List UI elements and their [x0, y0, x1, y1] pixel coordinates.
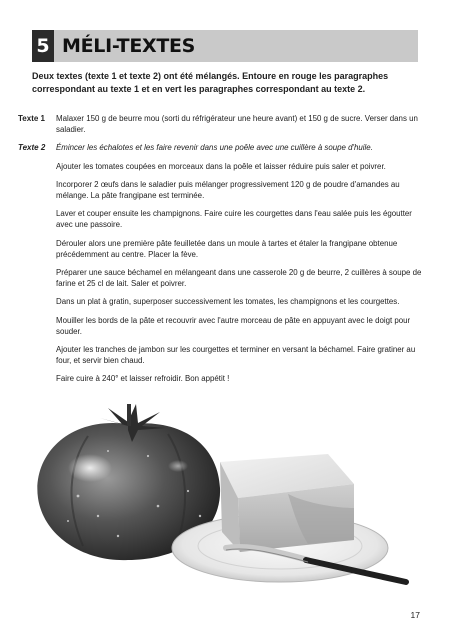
- mixed-texts: [18, 113, 422, 392]
- page-number: 17: [410, 610, 420, 620]
- paragraph: Ajouter les tomates coupées en morceaux dans la poêle et laisser réduire puis saler et poivrer.: [56, 161, 386, 171]
- paragraph: Incorporer 2 œufs dans le saladier puis mélanger progressivement 120 g de poudre d'amandes au mélange. La pâte frangipane est terminée.: [56, 179, 400, 201]
- exercise-number: 5: [32, 30, 54, 62]
- paragraph: Dans un plat à gratin, superposer successivement les tomates, les champignons et les courgettes.: [56, 297, 400, 307]
- texte-2-label: Texte 2: [18, 143, 46, 153]
- exercise-header: [32, 30, 418, 62]
- texte-1-label: Texte 1: [18, 114, 45, 123]
- texte-1-first-paragraph: Malaxer 150 g de beurre mou (sorti du réfrigérateur une heure avant) et 150 g de sucre. Verser dans un saladier.: [56, 114, 418, 135]
- texte-1-row: [18, 113, 422, 135]
- paragraph: Laver et couper ensuite les champignons. Faire cuire les courgettes dans l'eau salée puis les égoutter avec une passoire.: [56, 209, 412, 230]
- paragraph: Préparer une sauce béchamel en mélangeant dans une casserole 20 g de beurre, 2 cuillères à soupe de farine et 25 cl de lait. Saler et poivrer.: [56, 268, 422, 289]
- butter-plate-image: [168, 448, 414, 588]
- paragraph: Dérouler alors une première pâte feuilletée dans un moule à tartes et étaler la frangipane obtenue précédemment au centre. Placer la fève.: [56, 238, 398, 259]
- exercise-title: MÉLI-TEXTES: [62, 35, 196, 57]
- texte-2-first-paragraph: Émincer les échalotes et les faire revenir dans une poêle avec une cuillère à soupe d'huile.: [56, 143, 373, 153]
- paragraph: Mouiller les bords de la pâte et recouvrir avec l'autre morceau de pâte en appuyant avec le doigt pour souder.: [56, 315, 411, 336]
- texte-2-row: [18, 142, 422, 153]
- exercise-instructions: Deux textes (texte 1 et texte 2) ont été mélangés. Entoure en rouge les paragraphes correspondant au texte 1 et en vert les paragraphes correspondant au texte 2.: [32, 71, 389, 94]
- paragraph: Faire cuire à 240° et laisser refroidir. Bon appétit !: [56, 374, 230, 384]
- paragraph: Ajouter les tranches de jambon sur les courgettes et terminer en versant la béchamel. Faire gratiner au four, et servir bien chaud.: [56, 345, 416, 366]
